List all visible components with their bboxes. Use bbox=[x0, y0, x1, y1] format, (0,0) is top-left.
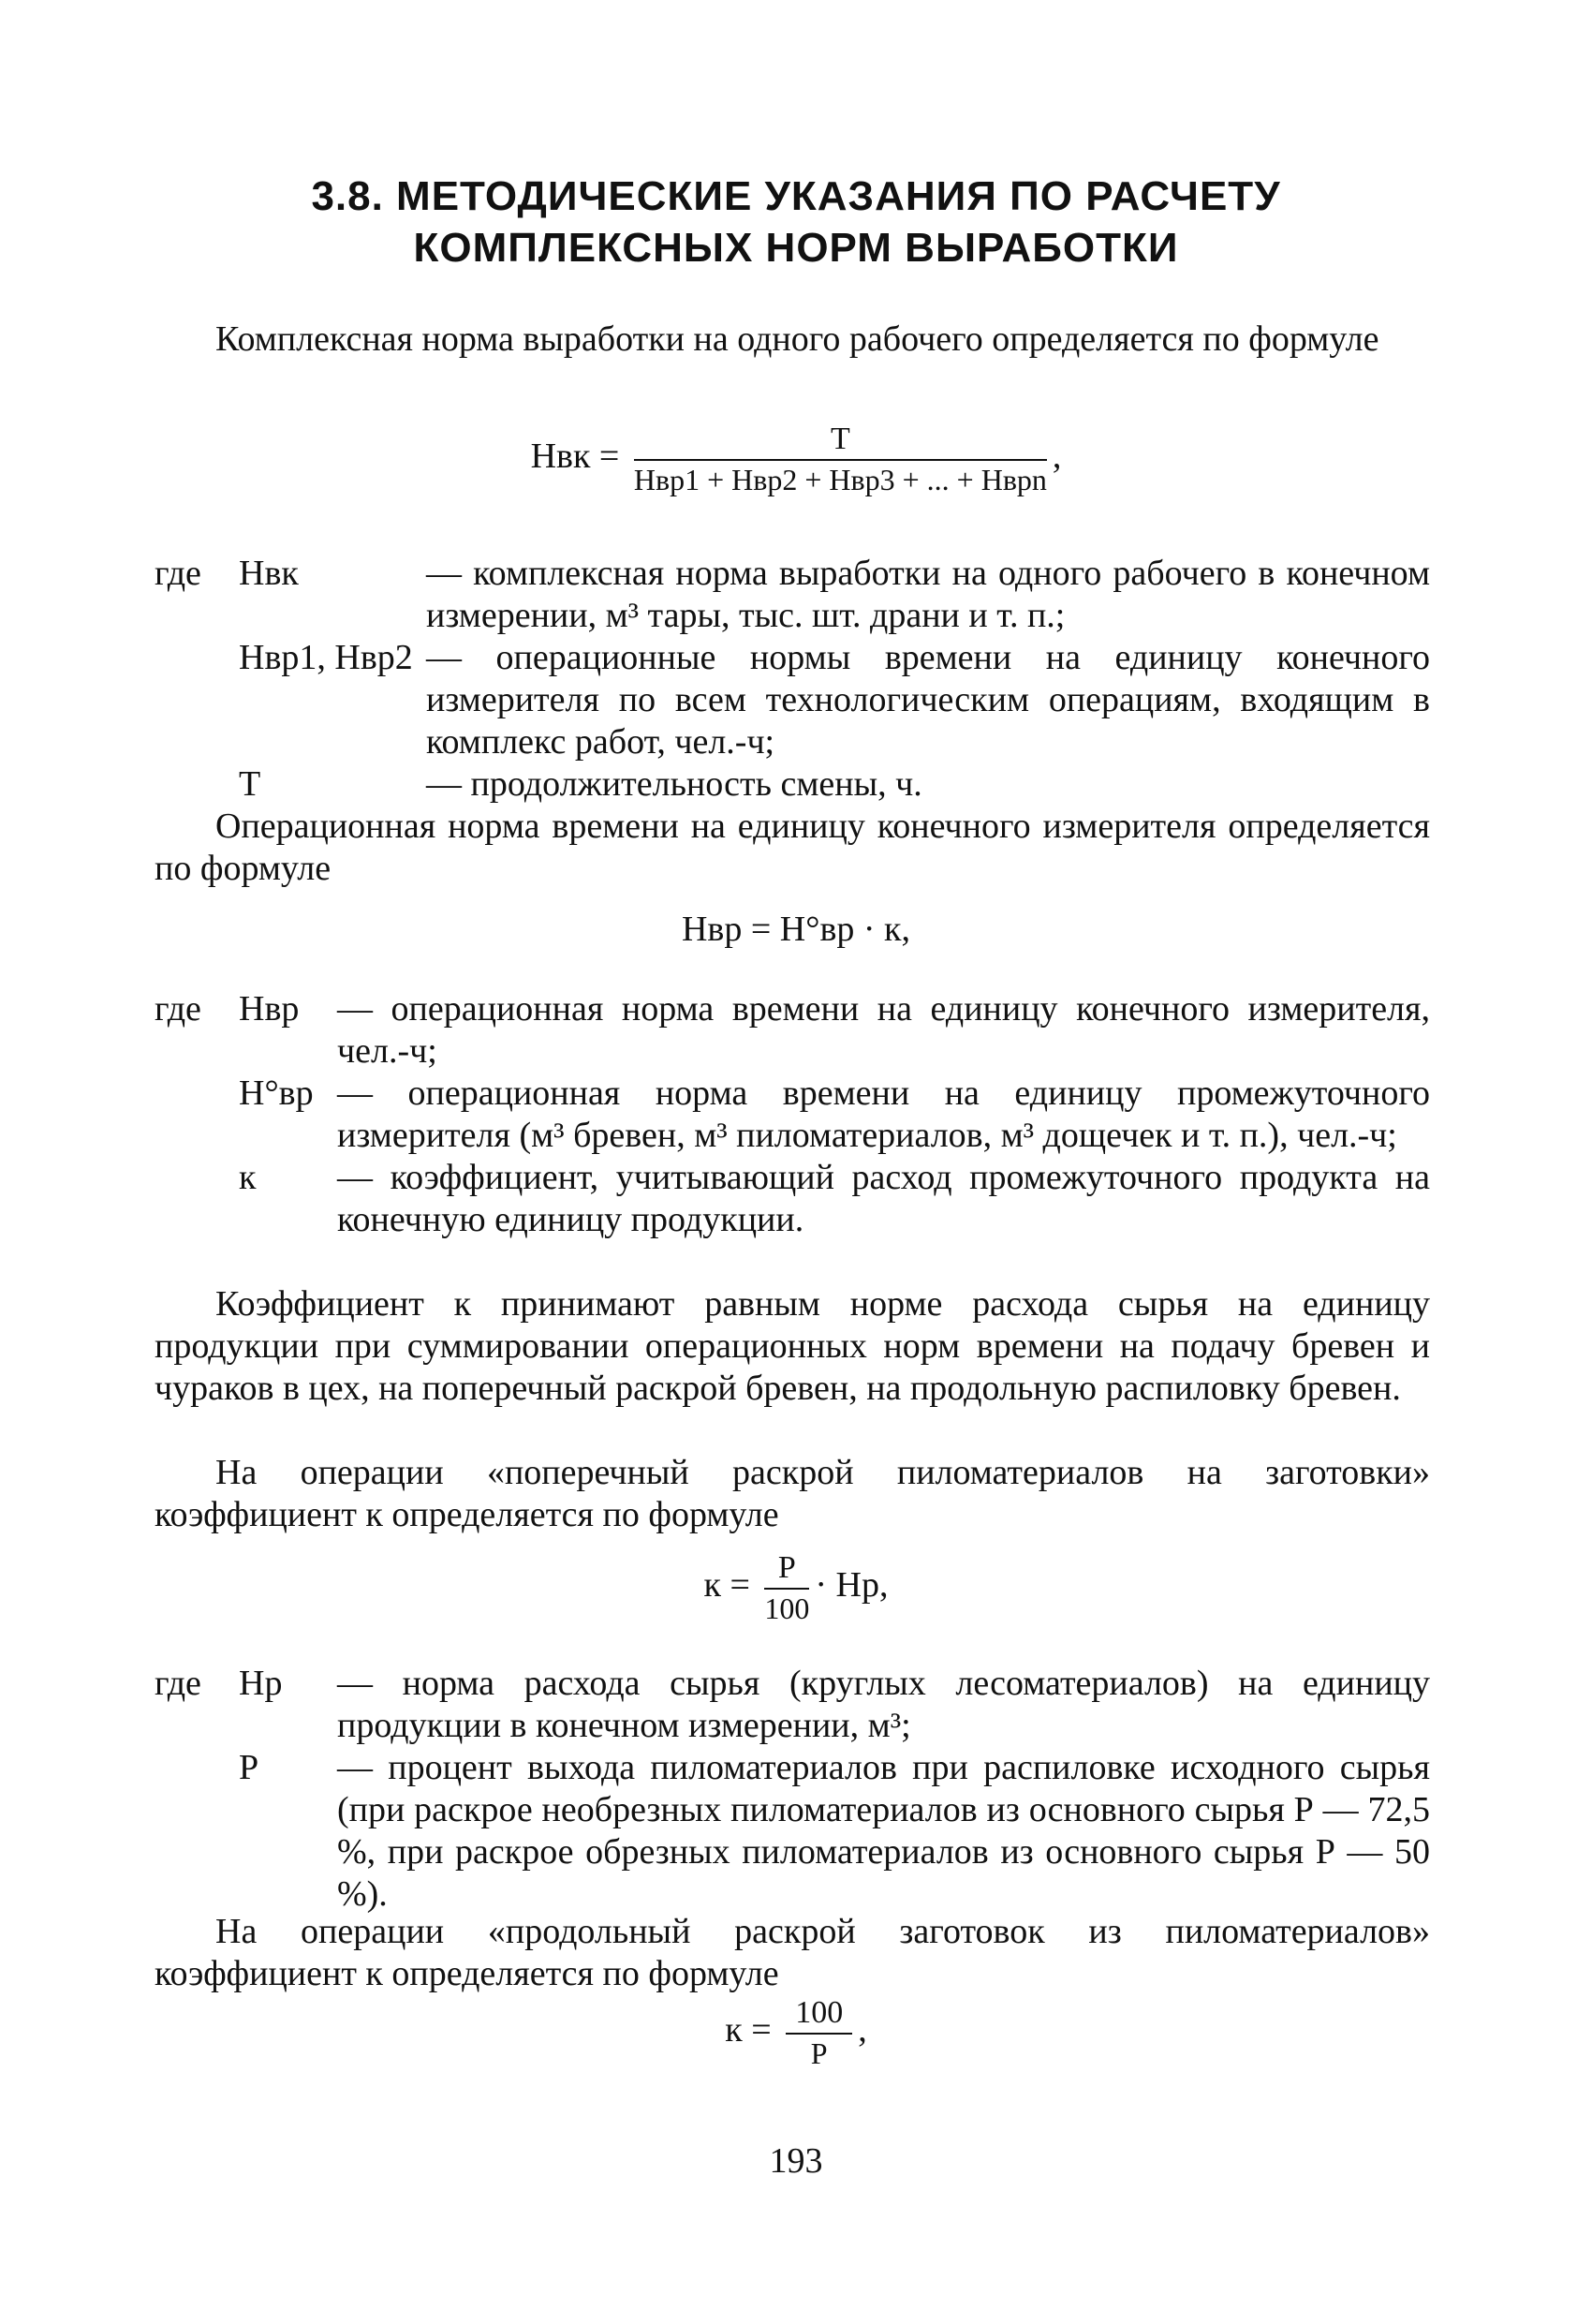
where-word: где bbox=[155, 989, 201, 1029]
formula-4-tail: , bbox=[858, 2010, 867, 2050]
formula-operational-norm: Нвр = Н°вр · к, bbox=[681, 910, 910, 949]
paragraph-2-text: Операционная норма времени на единицу конечного измерителя определяется по формуле bbox=[155, 807, 1430, 888]
formula-4-numerator: 100 bbox=[786, 1995, 852, 2035]
definition-row bbox=[155, 553, 1430, 637]
formula-3-lhs: к = bbox=[703, 1565, 750, 1606]
definition-text: — операционная норма времени на единицу промежуточного измерителя (м³ бревен, м³ пиломатериалов, м³ дощечек и т. п.), чел.-ч; bbox=[337, 1073, 1430, 1155]
definition-row bbox=[155, 763, 1430, 806]
formula-1-lhs: Нвк = bbox=[530, 437, 620, 477]
definition-text: — операционная норма времени на единицу конечного измерителя, чел.-ч; bbox=[337, 989, 1430, 1071]
section-heading-line-2: КОМПЛЕКСНЫХ НОРМ ВЫРАБОТКИ bbox=[413, 225, 1179, 271]
section-heading-line-1: 3.8. МЕТОДИЧЕСКИЕ УКАЗАНИЯ ПО РАСЧЕТУ bbox=[311, 173, 1281, 219]
definition-text: — коэффициент, учитывающий расход промежуточного продукта на конечную единицу продукции. bbox=[337, 1158, 1430, 1239]
formula-complex-norm bbox=[0, 422, 1592, 497]
formula-1-tail: , bbox=[1052, 437, 1062, 477]
definition-row bbox=[155, 637, 1430, 763]
definition-row bbox=[155, 1073, 1430, 1157]
formula-4-fraction bbox=[786, 1995, 852, 2071]
formula-4-lhs: к = bbox=[725, 2010, 772, 2050]
formula-3-denominator: 100 bbox=[764, 1591, 810, 1625]
definitions-2 bbox=[155, 988, 1430, 1241]
definition-text: — процент выхода пиломатериалов при распиловке исходного сырья (при раскрое необрезных пиломатериалов из основного сырья Р — 72,5 %, при раскрое обрезных пиломатериалов из основного сырья Р — 50 %). bbox=[337, 1748, 1430, 1914]
definition-text: — норма расхода сырья (круглых лесоматериалов) на единицу продукции в конечном измерении, м³; bbox=[337, 1664, 1430, 1745]
definitions-1 bbox=[155, 553, 1430, 806]
definition-symbol: к bbox=[239, 1158, 257, 1197]
formula-coefficient-crosscut bbox=[0, 1550, 1592, 1626]
definition-symbol: Нвр bbox=[239, 989, 300, 1029]
definition-row bbox=[155, 1157, 1430, 1241]
definition-symbol: Нвк bbox=[239, 554, 299, 593]
formula-1-fraction bbox=[634, 422, 1047, 497]
paragraph-5 bbox=[155, 1911, 1430, 1995]
where-word: где bbox=[155, 554, 201, 593]
definition-symbol: Р bbox=[239, 1748, 259, 1787]
definitions-3 bbox=[155, 1663, 1430, 1916]
paragraph-1-text: Комплексная норма выработки на одного рабочего определяется по формуле bbox=[215, 319, 1379, 359]
formula-1-denominator: Нвр1 + Нвр2 + Нвр3 + ... + Нврn bbox=[633, 463, 1047, 496]
definition-text: — комплексная норма выработки на одного рабочего в конечном измерении, м³ тары, тыс. шт. драни и т. п.; bbox=[426, 554, 1430, 635]
where-word: где bbox=[155, 1664, 201, 1703]
definition-symbol: Нвр1, Нвр2 bbox=[239, 638, 413, 677]
paragraph-3 bbox=[155, 1283, 1430, 1410]
paragraph-4-text: На операции «поперечный раскрой пиломатериалов на заготовки» коэффициент к определяется по формуле bbox=[155, 1453, 1430, 1534]
paragraph-5-text: На операции «продольный раскрой заготовок из пиломатериалов» коэффициент к определяется по формуле bbox=[155, 1912, 1430, 1993]
definition-row bbox=[155, 1747, 1430, 1916]
definition-symbol: Нр bbox=[239, 1664, 283, 1703]
definition-symbol: Н°вр bbox=[239, 1073, 314, 1113]
definition-symbol: Т bbox=[239, 764, 261, 804]
formula-4-denominator: Р bbox=[810, 2036, 828, 2070]
formula-3-fraction bbox=[764, 1550, 809, 1626]
paragraph-4 bbox=[155, 1452, 1430, 1536]
formula-coefficient-rip bbox=[0, 1995, 1592, 2071]
page-number: 193 bbox=[769, 2141, 823, 2181]
definition-row bbox=[155, 988, 1430, 1073]
definition-text: — продолжительность смены, ч. bbox=[426, 764, 922, 804]
paragraph-1 bbox=[155, 318, 1430, 361]
paragraph-3-text: Коэффициент к принимают равным норме расхода сырья на единицу продукции при суммировании операционных норм времени на подачу бревен и чураков в цех, на поперечный раскрой бревен, на продольную распиловку бревен. bbox=[155, 1284, 1430, 1408]
formula-3-numerator: Р bbox=[764, 1550, 809, 1590]
paragraph-2 bbox=[155, 806, 1430, 890]
definition-text: — операционные нормы времени на единицу конечного измерителя по всем технологическим операциям, входящим в комплекс работ, чел.-ч; bbox=[426, 638, 1430, 762]
formula-3-tail: · Нр, bbox=[815, 1565, 889, 1606]
definition-row bbox=[155, 1663, 1430, 1747]
formula-1-numerator: Т bbox=[634, 422, 1047, 461]
